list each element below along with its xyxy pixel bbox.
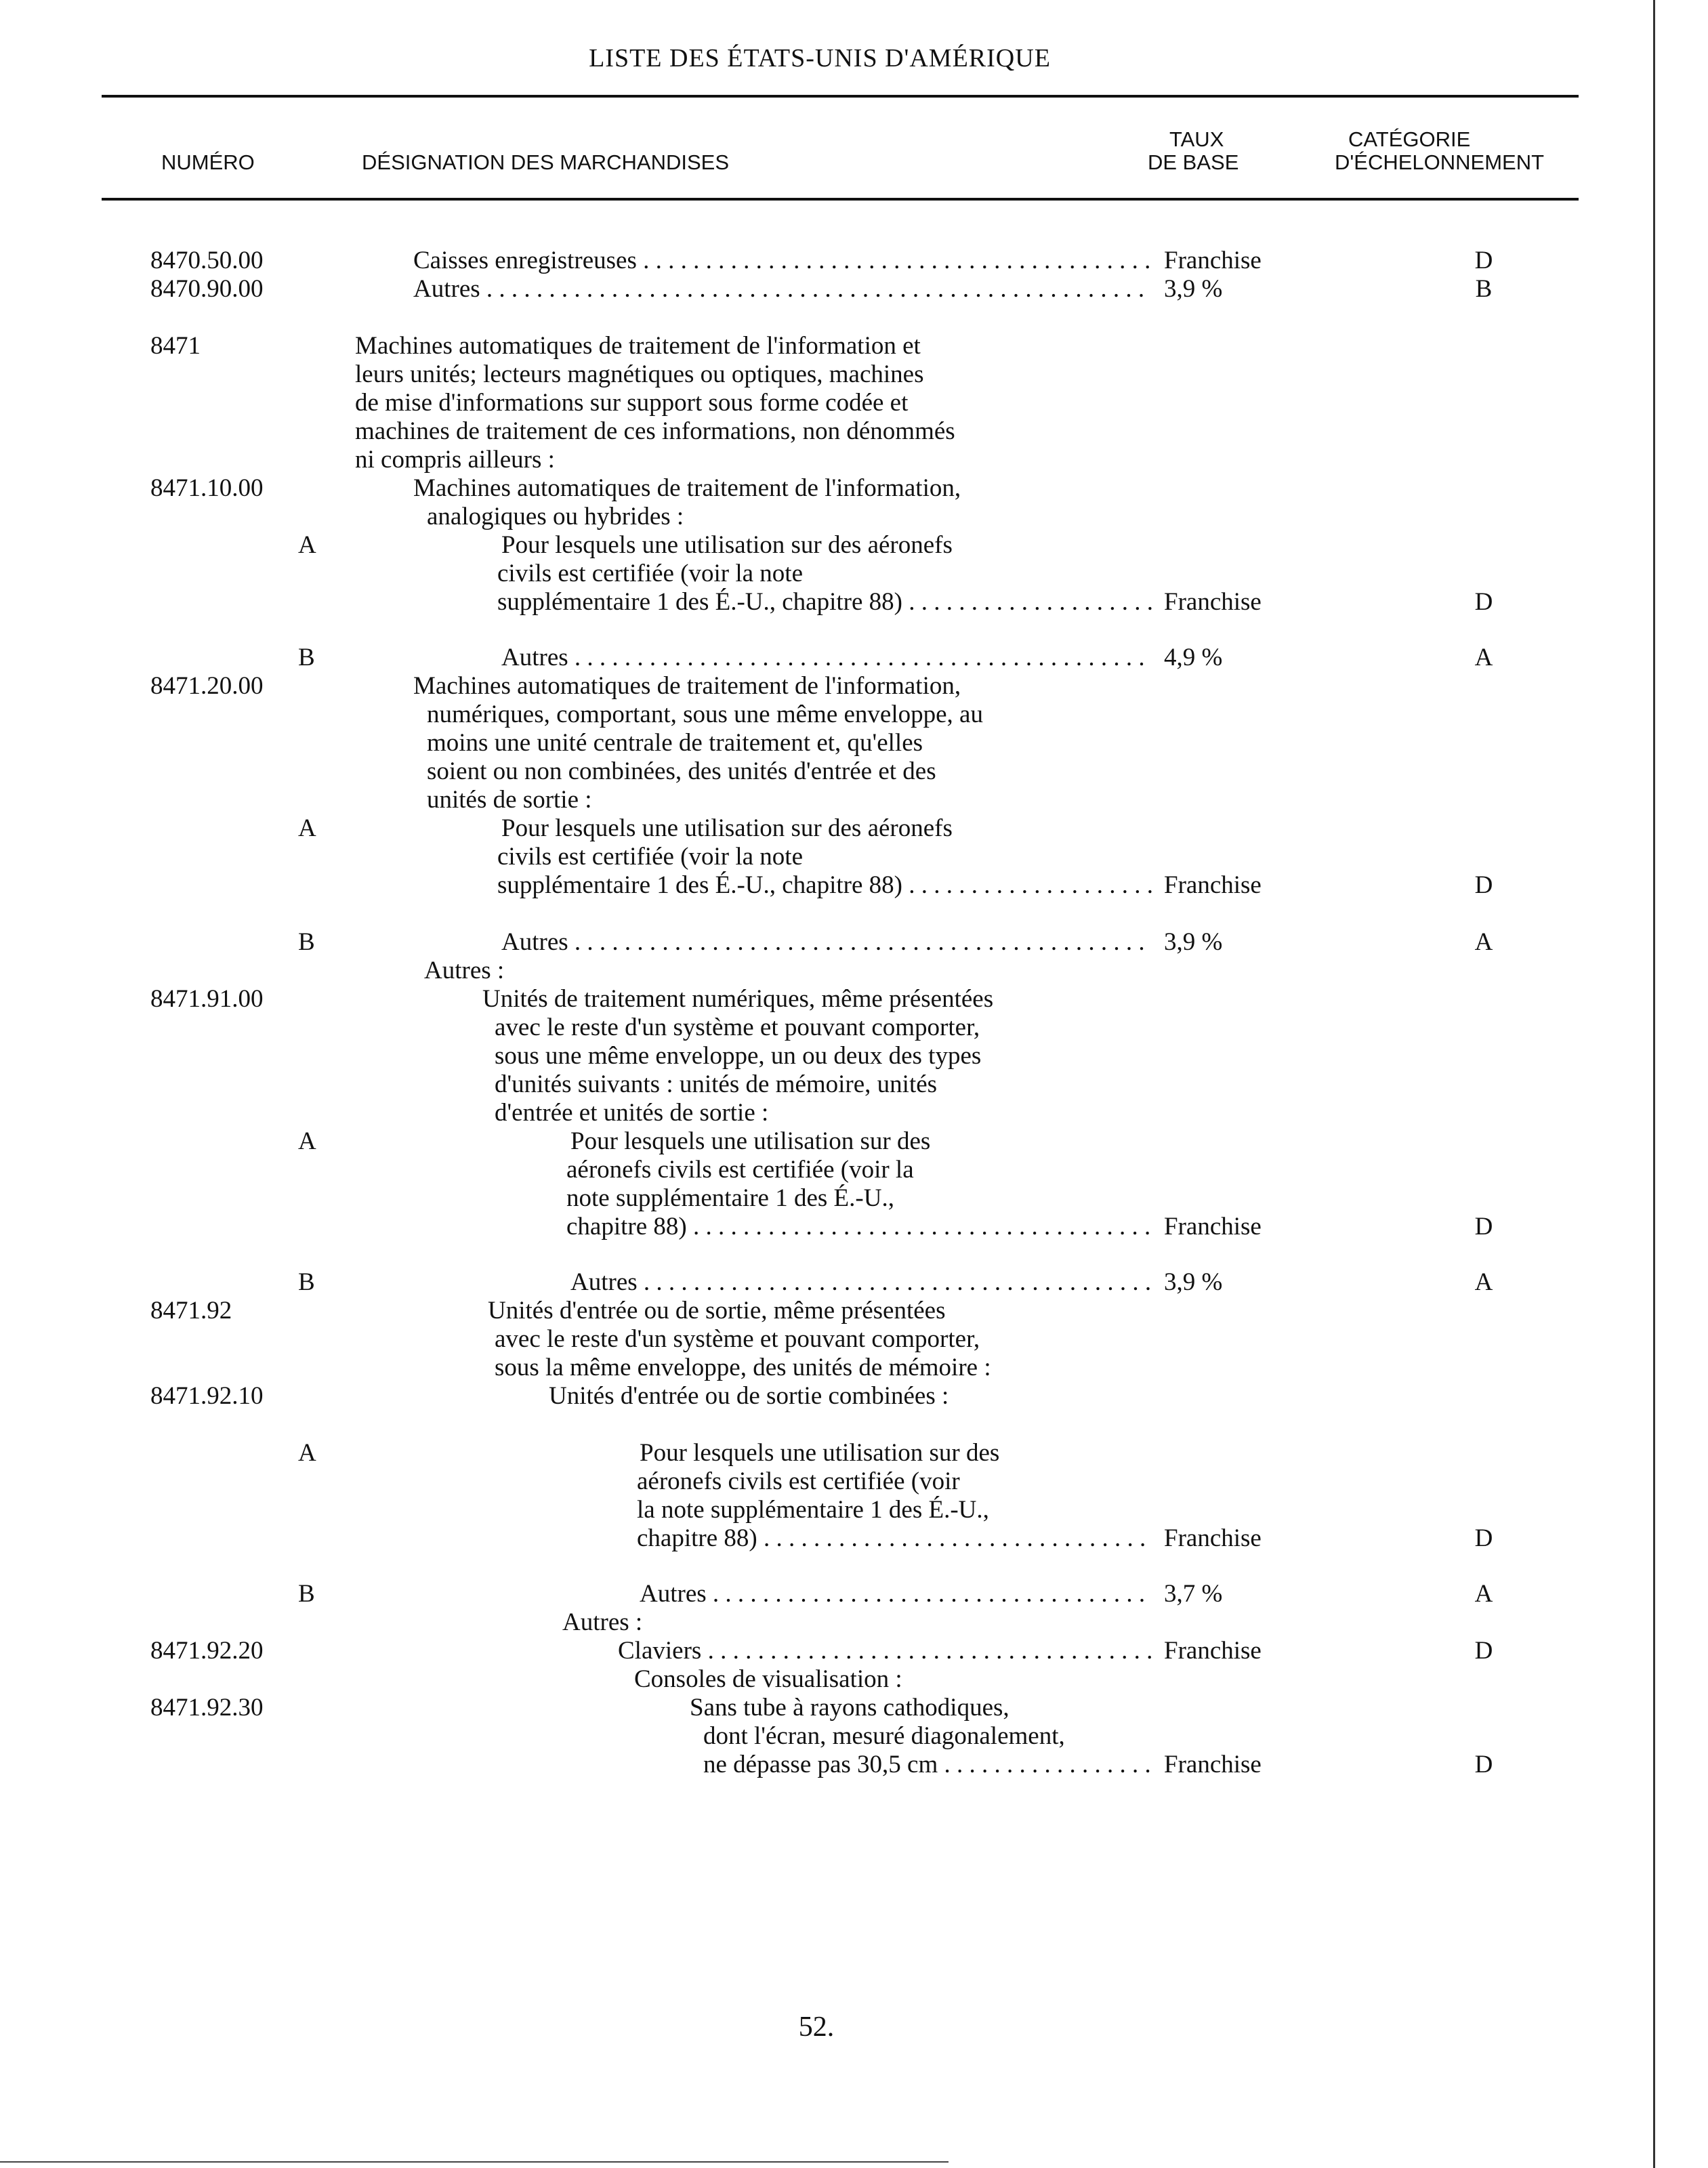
- tariff-number: 8471.92.20: [150, 1637, 264, 1665]
- page-number: 52.: [798, 2011, 835, 2043]
- designation-text: Autres . . .: [570, 1268, 1152, 1296]
- designation-text: de mise d'informations sur support sous forme codée et: [355, 389, 909, 417]
- tariff-number: 8470.50.00: [150, 247, 264, 274]
- base-rate: Franchise: [1164, 1751, 1262, 1778]
- designation-text: leurs unités; lecteurs magnétiques ou optiques, machines: [355, 360, 924, 388]
- designation-text: supplémentaire 1 des É.-U., chapitre 88) . . .: [497, 871, 1152, 899]
- designation-text: Claviers . . .: [618, 1637, 1152, 1665]
- designation-text: ni compris ailleurs :: [355, 446, 555, 474]
- designation-text: Pour lesquels une utilisation sur des: [570, 1127, 931, 1155]
- designation-text: Machines automatiques de traitement de l'information,: [413, 672, 961, 700]
- tariff-number: 8471.92.10: [150, 1382, 264, 1410]
- header-taux-line2: DE BASE: [1148, 150, 1239, 174]
- designation-text: dont l'écran, mesuré diagonalement,: [703, 1722, 1065, 1750]
- subheading-letter: A: [298, 814, 316, 842]
- designation-text: Consoles de visualisation :: [634, 1665, 902, 1693]
- header-taux-line1: TAUX: [1169, 127, 1224, 151]
- base-rate: 3,7 %: [1164, 1580, 1223, 1608]
- designation-text: la note supplémentaire 1 des É.-U.,: [637, 1496, 989, 1524]
- base-rate: Franchise: [1164, 1213, 1262, 1241]
- staging-category: B: [1475, 275, 1493, 303]
- designation-text: Pour lesquels une utilisation sur des aéronefs: [501, 814, 953, 842]
- header-categorie-line2: D'ÉCHELONNEMENT: [1335, 150, 1545, 174]
- designation-text: Sans tube à rayons cathodiques,: [690, 1694, 1009, 1722]
- designation-text: Autres :: [562, 1608, 643, 1636]
- subheading-letter: B: [298, 1268, 315, 1296]
- designation-text: sous la même enveloppe, des unités de mémoire :: [495, 1354, 991, 1381]
- staging-category: D: [1474, 1213, 1493, 1241]
- designation-text: sous une même enveloppe, un ou deux des types: [495, 1042, 982, 1070]
- tariff-number: 8471.92: [150, 1297, 232, 1325]
- designation-text: chapitre 88) . . .: [566, 1213, 1152, 1241]
- subheading-letter: A: [298, 1439, 316, 1467]
- designation-text: chapitre 88) . . .: [637, 1524, 1152, 1552]
- tariff-number: 8471.91.00: [150, 985, 264, 1013]
- tariff-number: 8471.92.30: [150, 1694, 264, 1722]
- designation-text: soient ou non combinées, des unités d'entrée et des: [427, 757, 936, 785]
- tariff-number: 8471.10.00: [150, 474, 264, 502]
- designation-text: Machines automatiques de traitement de l'information et: [355, 332, 921, 360]
- staging-category: A: [1474, 644, 1493, 671]
- base-rate: 3,9 %: [1164, 928, 1223, 956]
- designation-text: Autres :: [424, 957, 505, 984]
- designation-text: aéronefs civils est certifiée (voir la: [566, 1156, 914, 1184]
- designation-text: Unités d'entrée ou de sortie, même présentées: [488, 1297, 946, 1325]
- designation-text: ne dépasse pas 30,5 cm . . .: [703, 1751, 1152, 1778]
- staging-category: D: [1474, 1751, 1493, 1778]
- subheading-letter: B: [298, 928, 315, 956]
- staging-category: D: [1474, 1524, 1493, 1552]
- designation-text: civils est certifiée (voir la note: [497, 560, 804, 587]
- staging-category: A: [1474, 1580, 1493, 1608]
- designation-text: Autres . . .: [640, 1580, 1152, 1608]
- base-rate: Franchise: [1164, 588, 1262, 616]
- designation-text: aéronefs civils est certifiée (voir: [637, 1467, 960, 1495]
- base-rate: Franchise: [1164, 1524, 1262, 1552]
- page-edge-line: [1653, 0, 1655, 2168]
- designation-text: Pour lesquels une utilisation sur des: [640, 1439, 1000, 1467]
- designation-text: Unités de traitement numériques, même présentées: [482, 985, 994, 1013]
- base-rate: Franchise: [1164, 871, 1262, 899]
- staging-category: A: [1474, 1268, 1493, 1296]
- staging-category: D: [1474, 871, 1493, 899]
- base-rate: 4,9 %: [1164, 644, 1223, 671]
- bottom-edge-line: [0, 2161, 949, 2163]
- page-title: LISTE DES ÉTATS-UNIS D'AMÉRIQUE: [589, 44, 1051, 72]
- designation-text: d'unités suivants : unités de mémoire, unités: [495, 1070, 938, 1098]
- base-rate: 3,9 %: [1164, 275, 1223, 303]
- header-bottom-rule: [102, 198, 1579, 201]
- subheading-letter: B: [298, 644, 315, 671]
- base-rate: Franchise: [1164, 247, 1262, 274]
- designation-text: d'entrée et unités de sortie :: [495, 1099, 769, 1127]
- designation-text: machines de traitement de ces informations, non dénommés: [355, 417, 955, 445]
- designation-text: avec le reste d'un système et pouvant comporter,: [495, 1325, 980, 1353]
- staging-category: D: [1474, 247, 1493, 274]
- designation-text: Caisses enregistreuses . . .: [413, 247, 1152, 274]
- designation-text: avec le reste d'un système et pouvant comporter,: [495, 1014, 980, 1041]
- tariff-number: 8471.20.00: [150, 672, 264, 700]
- designation-text: civils est certifiée (voir la note: [497, 843, 804, 871]
- designation-text: moins une unité centrale de traitement et, qu'elles: [427, 729, 923, 757]
- subheading-letter: B: [298, 1580, 315, 1608]
- designation-text: analogiques ou hybrides :: [427, 503, 684, 530]
- header-numero: NUMÉRO: [161, 150, 255, 174]
- header-top-rule: [102, 95, 1579, 98]
- designation-text: unités de sortie :: [427, 786, 592, 814]
- tariff-number: 8470.90.00: [150, 275, 264, 303]
- subheading-letter: A: [298, 531, 316, 559]
- base-rate: Franchise: [1164, 1637, 1262, 1665]
- designation-text: Pour lesquels une utilisation sur des aéronefs: [501, 531, 953, 559]
- designation-text: Unités d'entrée ou de sortie combinées :: [549, 1382, 949, 1410]
- subheading-letter: A: [298, 1127, 316, 1155]
- header-categorie-line1: CATÉGORIE: [1348, 127, 1471, 151]
- designation-text: numériques, comportant, sous une même enveloppe, au: [427, 701, 983, 728]
- staging-category: D: [1474, 588, 1493, 616]
- designation-text: Autres . . .: [501, 644, 1152, 671]
- header-designation: DÉSIGNATION DES MARCHANDISES: [362, 150, 730, 174]
- tariff-number: 8471: [150, 332, 201, 360]
- staging-category: A: [1474, 928, 1493, 956]
- designation-text: Autres . . .: [413, 275, 1152, 303]
- designation-text: Autres . . .: [501, 928, 1152, 956]
- designation-text: Machines automatiques de traitement de l'information,: [413, 474, 961, 502]
- base-rate: 3,9 %: [1164, 1268, 1223, 1296]
- designation-text: supplémentaire 1 des É.-U., chapitre 88) . . .: [497, 588, 1152, 616]
- staging-category: D: [1474, 1637, 1493, 1665]
- designation-text: note supplémentaire 1 des É.-U.,: [566, 1184, 894, 1212]
